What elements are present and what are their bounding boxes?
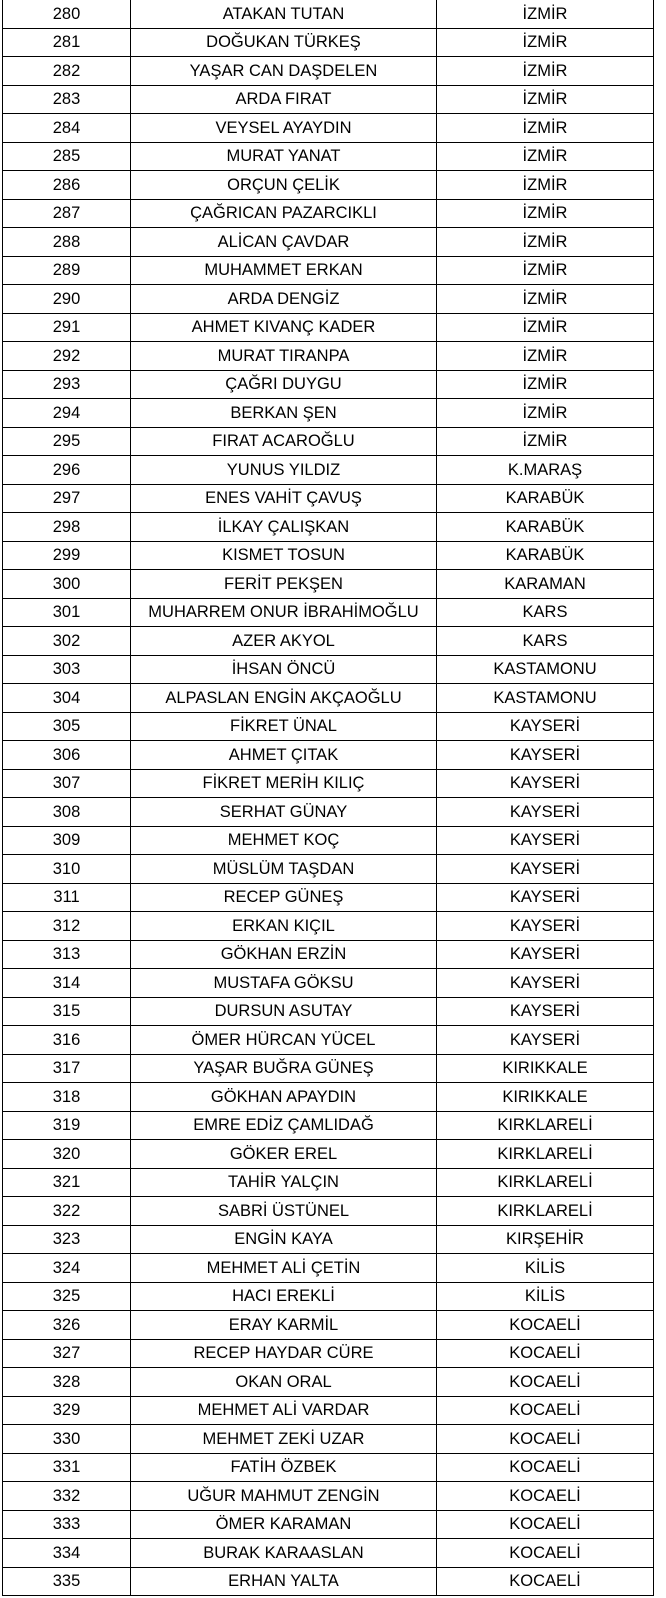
- table-row: [3, 912, 654, 941]
- person-name-cell: FATİH ÖZBEK: [131, 1453, 437, 1482]
- city-cell: KIRKLARELİ: [437, 1168, 654, 1197]
- city-cell: KARABÜK: [437, 513, 654, 542]
- row-number-cell: 312: [3, 912, 131, 941]
- person-name-cell: AHMET KIVANÇ KADER: [131, 313, 437, 342]
- table-row: [3, 1482, 654, 1511]
- person-name-cell: AZER AKYOL: [131, 627, 437, 656]
- city-cell: KAYSERİ: [437, 997, 654, 1026]
- person-name-cell: MUSTAFA GÖKSU: [131, 969, 437, 998]
- city-cell: KAYSERİ: [437, 712, 654, 741]
- city-cell: İZMİR: [437, 228, 654, 257]
- row-number-cell: 303: [3, 655, 131, 684]
- row-number-cell: 284: [3, 114, 131, 143]
- person-name-cell: ERHAN YALTA: [131, 1567, 437, 1596]
- table-row: [3, 1254, 654, 1283]
- row-number-cell: 327: [3, 1339, 131, 1368]
- row-number-cell: 282: [3, 57, 131, 86]
- row-number-cell: 326: [3, 1311, 131, 1340]
- person-name-cell: MEHMET ALİ VARDAR: [131, 1396, 437, 1425]
- table-row: [3, 142, 654, 171]
- city-cell: KAYSERİ: [437, 883, 654, 912]
- row-number-cell: 313: [3, 940, 131, 969]
- person-name-cell: GÖKHAN ERZİN: [131, 940, 437, 969]
- city-cell: KOCAELİ: [437, 1482, 654, 1511]
- person-name-cell: BURAK KARAASLAN: [131, 1539, 437, 1568]
- city-cell: İZMİR: [437, 28, 654, 57]
- city-cell: KOCAELİ: [437, 1311, 654, 1340]
- person-name-cell: TAHİR YALÇIN: [131, 1168, 437, 1197]
- table-row: [3, 399, 654, 428]
- city-cell: KAYSERİ: [437, 1026, 654, 1055]
- person-name-cell: RECEP HAYDAR CÜRE: [131, 1339, 437, 1368]
- person-name-cell: MEHMET ZEKİ UZAR: [131, 1425, 437, 1454]
- person-name-cell: GÖKER EREL: [131, 1140, 437, 1169]
- city-cell: KİLİS: [437, 1254, 654, 1283]
- city-cell: İZMİR: [437, 399, 654, 428]
- table-row: [3, 997, 654, 1026]
- roster-table: [2, 0, 654, 1596]
- person-name-cell: YAŞAR BUĞRA GÜNEŞ: [131, 1054, 437, 1083]
- roster-table-body: [3, 0, 654, 1596]
- person-name-cell: ENES VAHİT ÇAVUŞ: [131, 484, 437, 513]
- table-row: [3, 1567, 654, 1596]
- city-cell: KOCAELİ: [437, 1510, 654, 1539]
- row-number-cell: 333: [3, 1510, 131, 1539]
- city-cell: KIRIKKALE: [437, 1083, 654, 1112]
- person-name-cell: FERİT PEKŞEN: [131, 570, 437, 599]
- row-number-cell: 293: [3, 370, 131, 399]
- city-cell: KAYSERİ: [437, 940, 654, 969]
- table-row: [3, 313, 654, 342]
- city-cell: KARS: [437, 598, 654, 627]
- row-number-cell: 294: [3, 399, 131, 428]
- city-cell: KIRKLARELİ: [437, 1197, 654, 1226]
- table-row: [3, 370, 654, 399]
- row-number-cell: 298: [3, 513, 131, 542]
- person-name-cell: ATAKAN TUTAN: [131, 0, 437, 28]
- person-name-cell: AHMET ÇITAK: [131, 741, 437, 770]
- table-row: [3, 1140, 654, 1169]
- city-cell: KAYSERİ: [437, 912, 654, 941]
- table-row: [3, 826, 654, 855]
- person-name-cell: YUNUS YILDIZ: [131, 456, 437, 485]
- table-row: [3, 1311, 654, 1340]
- person-name-cell: ÇAĞRI DUYGU: [131, 370, 437, 399]
- city-cell: KİLİS: [437, 1282, 654, 1311]
- person-name-cell: RECEP GÜNEŞ: [131, 883, 437, 912]
- person-name-cell: ARDA DENGİZ: [131, 285, 437, 314]
- row-number-cell: 300: [3, 570, 131, 599]
- city-cell: İZMİR: [437, 285, 654, 314]
- table-row: [3, 1368, 654, 1397]
- person-name-cell: ÖMER HÜRCAN YÜCEL: [131, 1026, 437, 1055]
- table-row: [3, 456, 654, 485]
- person-name-cell: ERKAN KIÇIL: [131, 912, 437, 941]
- table-row: [3, 199, 654, 228]
- city-cell: KOCAELİ: [437, 1453, 654, 1482]
- person-name-cell: GÖKHAN APAYDIN: [131, 1083, 437, 1112]
- table-row: [3, 1225, 654, 1254]
- person-name-cell: ALPASLAN ENGİN AKÇAOĞLU: [131, 684, 437, 713]
- table-row: [3, 940, 654, 969]
- city-cell: KASTAMONU: [437, 684, 654, 713]
- person-name-cell: ÇAĞRICAN PAZARCIKLI: [131, 199, 437, 228]
- city-cell: KASTAMONU: [437, 655, 654, 684]
- person-name-cell: KISMET TOSUN: [131, 541, 437, 570]
- row-number-cell: 287: [3, 199, 131, 228]
- person-name-cell: ORÇUN ÇELİK: [131, 171, 437, 200]
- person-name-cell: SABRİ ÜSTÜNEL: [131, 1197, 437, 1226]
- row-number-cell: 331: [3, 1453, 131, 1482]
- table-row: [3, 1054, 654, 1083]
- city-cell: KOCAELİ: [437, 1539, 654, 1568]
- row-number-cell: 330: [3, 1425, 131, 1454]
- row-number-cell: 328: [3, 1368, 131, 1397]
- table-row: [3, 1453, 654, 1482]
- row-number-cell: 296: [3, 456, 131, 485]
- person-name-cell: İHSAN ÖNCÜ: [131, 655, 437, 684]
- person-name-cell: MUHAMMET ERKAN: [131, 256, 437, 285]
- row-number-cell: 304: [3, 684, 131, 713]
- row-number-cell: 289: [3, 256, 131, 285]
- person-name-cell: FİKRET MERİH KILIÇ: [131, 769, 437, 798]
- row-number-cell: 309: [3, 826, 131, 855]
- table-row: [3, 57, 654, 86]
- table-row: [3, 712, 654, 741]
- city-cell: İZMİR: [437, 142, 654, 171]
- city-cell: İZMİR: [437, 313, 654, 342]
- row-number-cell: 286: [3, 171, 131, 200]
- row-number-cell: 283: [3, 85, 131, 114]
- city-cell: KARABÜK: [437, 484, 654, 513]
- city-cell: KAYSERİ: [437, 969, 654, 998]
- table-row: [3, 969, 654, 998]
- city-cell: KIRKLARELİ: [437, 1111, 654, 1140]
- city-cell: K.MARAŞ: [437, 456, 654, 485]
- table-row: [3, 1111, 654, 1140]
- row-number-cell: 310: [3, 855, 131, 884]
- city-cell: KIRKLARELİ: [437, 1140, 654, 1169]
- row-number-cell: 311: [3, 883, 131, 912]
- row-number-cell: 302: [3, 627, 131, 656]
- table-row: [3, 769, 654, 798]
- row-number-cell: 297: [3, 484, 131, 513]
- person-name-cell: SERHAT GÜNAY: [131, 798, 437, 827]
- row-number-cell: 323: [3, 1225, 131, 1254]
- table-row: [3, 1197, 654, 1226]
- row-number-cell: 332: [3, 1482, 131, 1511]
- table-row: [3, 1168, 654, 1197]
- person-name-cell: İLKAY ÇALIŞKAN: [131, 513, 437, 542]
- row-number-cell: 325: [3, 1282, 131, 1311]
- person-name-cell: FİKRET ÜNAL: [131, 712, 437, 741]
- table-row: [3, 855, 654, 884]
- city-cell: KAYSERİ: [437, 826, 654, 855]
- table-row: [3, 342, 654, 371]
- table-row: [3, 1539, 654, 1568]
- city-cell: KOCAELİ: [437, 1368, 654, 1397]
- table-row: [3, 798, 654, 827]
- row-number-cell: 324: [3, 1254, 131, 1283]
- person-name-cell: FIRAT ACAROĞLU: [131, 427, 437, 456]
- city-cell: İZMİR: [437, 342, 654, 371]
- person-name-cell: VEYSEL AYAYDIN: [131, 114, 437, 143]
- row-number-cell: 316: [3, 1026, 131, 1055]
- table-row: [3, 228, 654, 257]
- row-number-cell: 307: [3, 769, 131, 798]
- city-cell: KARS: [437, 627, 654, 656]
- person-name-cell: UĞUR MAHMUT ZENGİN: [131, 1482, 437, 1511]
- table-row: [3, 883, 654, 912]
- person-name-cell: MEHMET KOÇ: [131, 826, 437, 855]
- person-name-cell: ARDA FIRAT: [131, 85, 437, 114]
- person-name-cell: MÜSLÜM TAŞDAN: [131, 855, 437, 884]
- city-cell: KOCAELİ: [437, 1396, 654, 1425]
- city-cell: İZMİR: [437, 0, 654, 28]
- person-name-cell: MEHMET ALİ ÇETİN: [131, 1254, 437, 1283]
- city-cell: KOCAELİ: [437, 1425, 654, 1454]
- person-name-cell: DURSUN ASUTAY: [131, 997, 437, 1026]
- row-number-cell: 301: [3, 598, 131, 627]
- table-row: [3, 1282, 654, 1311]
- table-row: [3, 1083, 654, 1112]
- table-row: [3, 513, 654, 542]
- row-number-cell: 319: [3, 1111, 131, 1140]
- person-name-cell: ALİCAN ÇAVDAR: [131, 228, 437, 257]
- row-number-cell: 305: [3, 712, 131, 741]
- row-number-cell: 318: [3, 1083, 131, 1112]
- row-number-cell: 290: [3, 285, 131, 314]
- row-number-cell: 335: [3, 1567, 131, 1596]
- table-row: [3, 1026, 654, 1055]
- row-number-cell: 315: [3, 997, 131, 1026]
- person-name-cell: YAŞAR CAN DAŞDELEN: [131, 57, 437, 86]
- city-cell: İZMİR: [437, 114, 654, 143]
- table-row: [3, 171, 654, 200]
- city-cell: İZMİR: [437, 256, 654, 285]
- table-row: [3, 85, 654, 114]
- table-row: [3, 28, 654, 57]
- table-row: [3, 427, 654, 456]
- row-number-cell: 285: [3, 142, 131, 171]
- city-cell: KIRŞEHİR: [437, 1225, 654, 1254]
- row-number-cell: 320: [3, 1140, 131, 1169]
- table-row: [3, 627, 654, 656]
- city-cell: KAYSERİ: [437, 769, 654, 798]
- row-number-cell: 334: [3, 1539, 131, 1568]
- city-cell: KAYSERİ: [437, 741, 654, 770]
- table-row: [3, 114, 654, 143]
- table-row: [3, 285, 654, 314]
- person-name-cell: MURAT TIRANPA: [131, 342, 437, 371]
- city-cell: KOCAELİ: [437, 1567, 654, 1596]
- person-name-cell: DOĞUKAN TÜRKEŞ: [131, 28, 437, 57]
- row-number-cell: 291: [3, 313, 131, 342]
- row-number-cell: 317: [3, 1054, 131, 1083]
- row-number-cell: 288: [3, 228, 131, 257]
- row-number-cell: 322: [3, 1197, 131, 1226]
- table-row: [3, 598, 654, 627]
- person-name-cell: HACI EREKLİ: [131, 1282, 437, 1311]
- row-number-cell: 295: [3, 427, 131, 456]
- person-name-cell: OKAN ORAL: [131, 1368, 437, 1397]
- city-cell: İZMİR: [437, 171, 654, 200]
- row-number-cell: 292: [3, 342, 131, 371]
- city-cell: KIRIKKALE: [437, 1054, 654, 1083]
- table-row: [3, 484, 654, 513]
- city-cell: KARABÜK: [437, 541, 654, 570]
- table-row: [3, 1425, 654, 1454]
- table-row: [3, 1339, 654, 1368]
- person-name-cell: MURAT YANAT: [131, 142, 437, 171]
- table-row: [3, 541, 654, 570]
- row-number-cell: 280: [3, 0, 131, 28]
- table-row: [3, 570, 654, 599]
- table-row: [3, 655, 654, 684]
- row-number-cell: 281: [3, 28, 131, 57]
- table-row: [3, 1396, 654, 1425]
- row-number-cell: 314: [3, 969, 131, 998]
- person-name-cell: EMRE EDİZ ÇAMLIDAĞ: [131, 1111, 437, 1140]
- table-row: [3, 256, 654, 285]
- city-cell: İZMİR: [437, 370, 654, 399]
- row-number-cell: 308: [3, 798, 131, 827]
- table-row: [3, 741, 654, 770]
- city-cell: KAYSERİ: [437, 798, 654, 827]
- table-row: [3, 0, 654, 28]
- row-number-cell: 299: [3, 541, 131, 570]
- row-number-cell: 306: [3, 741, 131, 770]
- person-name-cell: ÖMER KARAMAN: [131, 1510, 437, 1539]
- person-name-cell: MUHARREM ONUR İBRAHİMOĞLU: [131, 598, 437, 627]
- city-cell: İZMİR: [437, 85, 654, 114]
- city-cell: İZMİR: [437, 199, 654, 228]
- person-name-cell: ENGİN KAYA: [131, 1225, 437, 1254]
- table-row: [3, 1510, 654, 1539]
- person-name-cell: ERAY KARMİL: [131, 1311, 437, 1340]
- row-number-cell: 329: [3, 1396, 131, 1425]
- city-cell: KOCAELİ: [437, 1339, 654, 1368]
- city-cell: İZMİR: [437, 57, 654, 86]
- city-cell: İZMİR: [437, 427, 654, 456]
- city-cell: KAYSERİ: [437, 855, 654, 884]
- row-number-cell: 321: [3, 1168, 131, 1197]
- person-name-cell: BERKAN ŞEN: [131, 399, 437, 428]
- table-row: [3, 684, 654, 713]
- city-cell: KARAMAN: [437, 570, 654, 599]
